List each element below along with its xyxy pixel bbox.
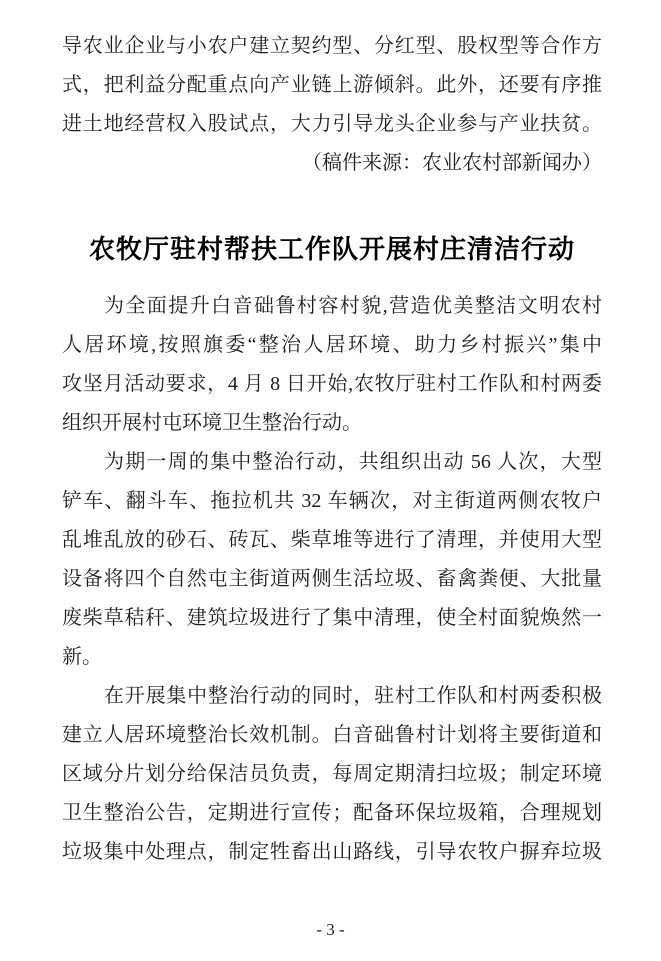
- text-line: 在开展集中整治行动的同时，驻村工作队和村两委积极: [104, 685, 602, 707]
- paragraph-1: [62, 287, 602, 443]
- paragraph-2: [62, 443, 602, 677]
- article-title: 农牧厅驻村帮扶工作队开展村庄清洁行动: [88, 234, 575, 264]
- text-line: 为全面提升白音础鲁村容村貌,营造优美整洁文明农村: [104, 295, 602, 317]
- page-number: - 3 -: [316, 920, 345, 939]
- text-line: 铲车、翻斗车、拖拉机共 32 车辆次，对主街道两侧农牧户: [62, 490, 602, 512]
- page-content: [62, 27, 602, 872]
- text-line: 导农业企业与小农户建立契约型、分红型、股权型等合作方: [62, 35, 602, 57]
- text-line: 式，把利益分配重点向产业链上游倾斜。此外，还要有序推: [62, 74, 602, 96]
- text-line: 攻坚月活动要求，4 月 8 日开始,农牧厅驻村工作队和村两委: [62, 373, 602, 395]
- text-line: 垃圾集中处理点，制定牲畜出山路线，引导农牧户摒弃垃圾: [62, 841, 602, 863]
- paragraph-3: [62, 677, 602, 872]
- text-line: 进土地经营权入股试点，大力引导龙头企业参与产业扶贫。: [62, 113, 602, 135]
- text-line: 卫生整治公告，定期进行宣传；配备环保垃圾箱，合理规划: [62, 802, 602, 824]
- text-line: 乱堆乱放的砂石、砖瓦、柴草堆等进行了清理，并使用大型: [62, 529, 602, 551]
- text-line: 建立人居环境整治长效机制。白音础鲁村计划将主要街道和: [62, 724, 602, 746]
- text-line: 人居环境,按照旗委“整治人居环境、助力乡村振兴”集中: [62, 334, 602, 356]
- source-attribution: （稿件来源：农业农村部新闻办）: [302, 152, 602, 174]
- text-line: 设备将四个自然屯主街道两侧生活垃圾、畜禽粪便、大批量: [62, 568, 602, 590]
- text-line: 组织开展村屯环境卫生整治行动。: [62, 412, 362, 434]
- text-line: 废柴草秸秆、建筑垃圾进行了集中清理，使全村面貌焕然一: [62, 607, 602, 629]
- text-line: 为期一周的集中整治行动，共组织出动 56 人次，大型: [104, 451, 602, 473]
- text-line: 新。: [62, 646, 102, 668]
- text-line: 区域分片划分给保洁员负责，每周定期清扫垃圾；制定环境: [62, 763, 602, 785]
- continuation-paragraph: [62, 27, 602, 144]
